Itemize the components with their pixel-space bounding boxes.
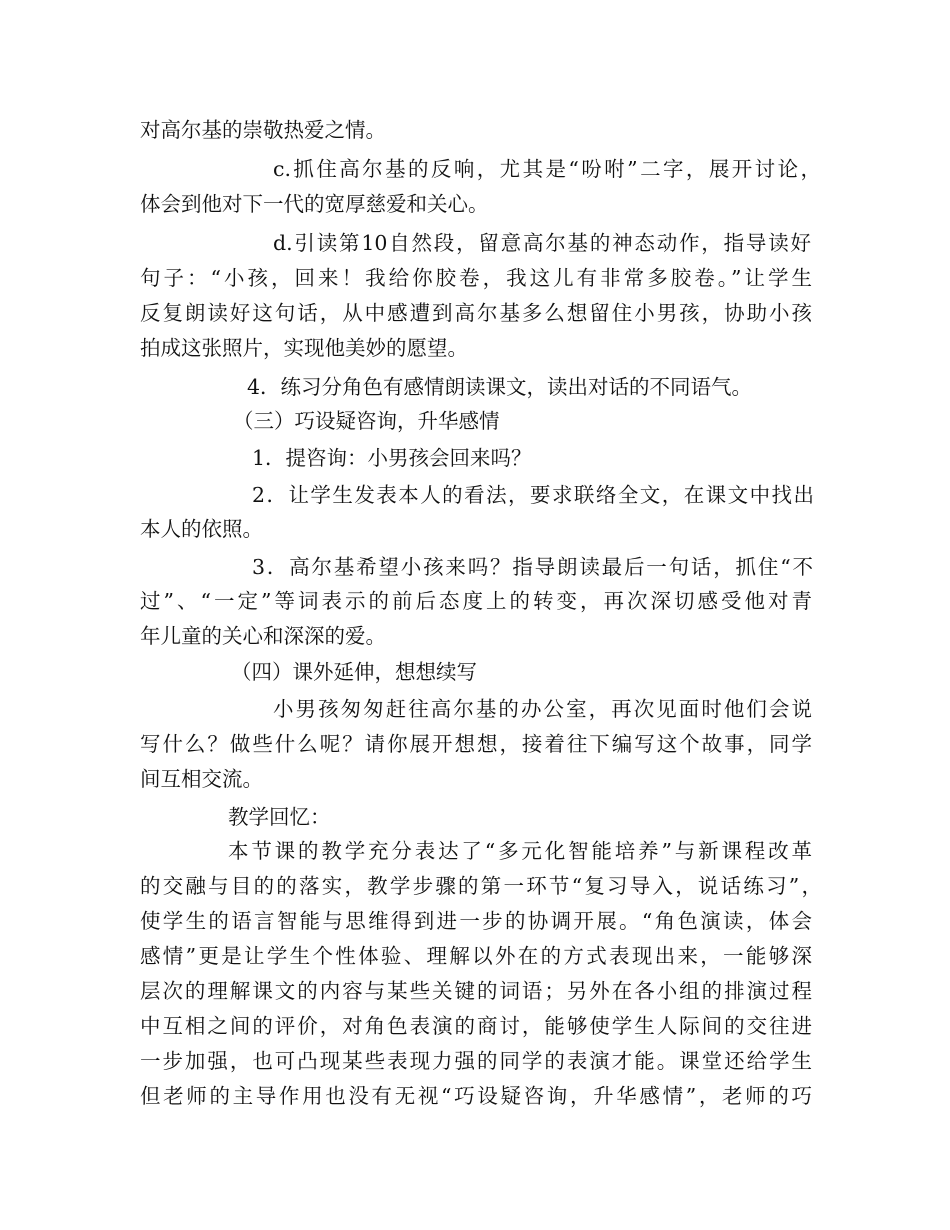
paragraph-line: d.引读第10自然段，留意高尔基的神态动作，指导读好 xyxy=(273,231,811,255)
paragraph-line: 小男孩匆匆赶往高尔基的办公室，再次见面时他们会说 xyxy=(273,697,812,721)
paragraph-line: 拍成这张照片，实现他美妙的愿望。 xyxy=(140,336,468,360)
paragraph-line: 体会到他对下一代的宽厚慈爱和关心。 xyxy=(140,192,489,216)
list-item: 3．高尔基希望小孩来吗？指导朗读最后一句话，抓住“不 xyxy=(252,555,813,579)
section-heading: 教学回忆： xyxy=(228,805,331,829)
paragraph-line: 中互相之间的评价，对角色表演的商讨，能够使学生人际间的交往进 xyxy=(140,1014,812,1038)
paragraph-line: 的交融与目的的落实，教学步骤的第一环节“复习导入，说话练习”， xyxy=(140,874,822,898)
paragraph-line: 过”、“一定”等词表示的前后态度上的转变，再次深切感受他对青 xyxy=(140,589,812,613)
paragraph-line: 层次的理解课文的内容与某些关键的词语；另外在各小组的排演过程 xyxy=(140,979,812,1003)
paragraph-line: 句子：“小孩，回来！我给你胶卷，我这儿有非常多胶卷。”让学生 xyxy=(140,266,812,290)
paragraph-line: 对高尔基的崇敬热爱之情。 xyxy=(140,118,386,142)
paragraph-line: 本节课的教学充分表达了“多元化智能培养”与新课程改革 xyxy=(228,839,812,863)
paragraph-line: 写什么？做些什么呢？请你展开想想，接着往下编写这个故事，同学 xyxy=(140,732,812,756)
paragraph-line: 本人的依照。 xyxy=(140,517,263,541)
paragraph-line: 但老师的主导作用也没有无视“巧设疑咨询，升华感情”，老师的巧 xyxy=(140,1084,812,1108)
section-heading: （三）巧设疑咨询，升华感情 xyxy=(233,409,500,433)
paragraph-line: 使学生的语言智能与思维得到进一步的协调开展。“角色演读，体会 xyxy=(140,909,812,933)
paragraph-line: 年儿童的关心和深深的爱。 xyxy=(140,624,386,648)
section-heading: （四）课外延伸，想想续写 xyxy=(231,660,477,684)
list-item: 1．提咨询：小男孩会回来吗？ xyxy=(252,446,532,470)
list-item: 2．让学生发表本人的看法，要求联络全文，在课文中找出 xyxy=(252,483,814,507)
paragraph-line: 感情”更是让学生个性体验、理解以外在的方式表现出来，一能够深 xyxy=(140,944,812,968)
paragraph-line: 反复朗读好这句话，从中感遭到高尔基多么想留住小男孩，协助小孩 xyxy=(140,301,812,325)
paragraph-line: 一步加强，也可凸现某些表现力强的同学的表演才能。课堂还给学生 xyxy=(140,1049,812,1073)
paragraph-line: 间互相交流。 xyxy=(140,767,263,791)
list-item: 4．练习分角色有感情朗读课文，读出对话的不同语气。 xyxy=(247,375,753,399)
paragraph-line: c.抓住高尔基的反响，尤其是“吩咐”二字，展开讨论， xyxy=(273,157,821,181)
